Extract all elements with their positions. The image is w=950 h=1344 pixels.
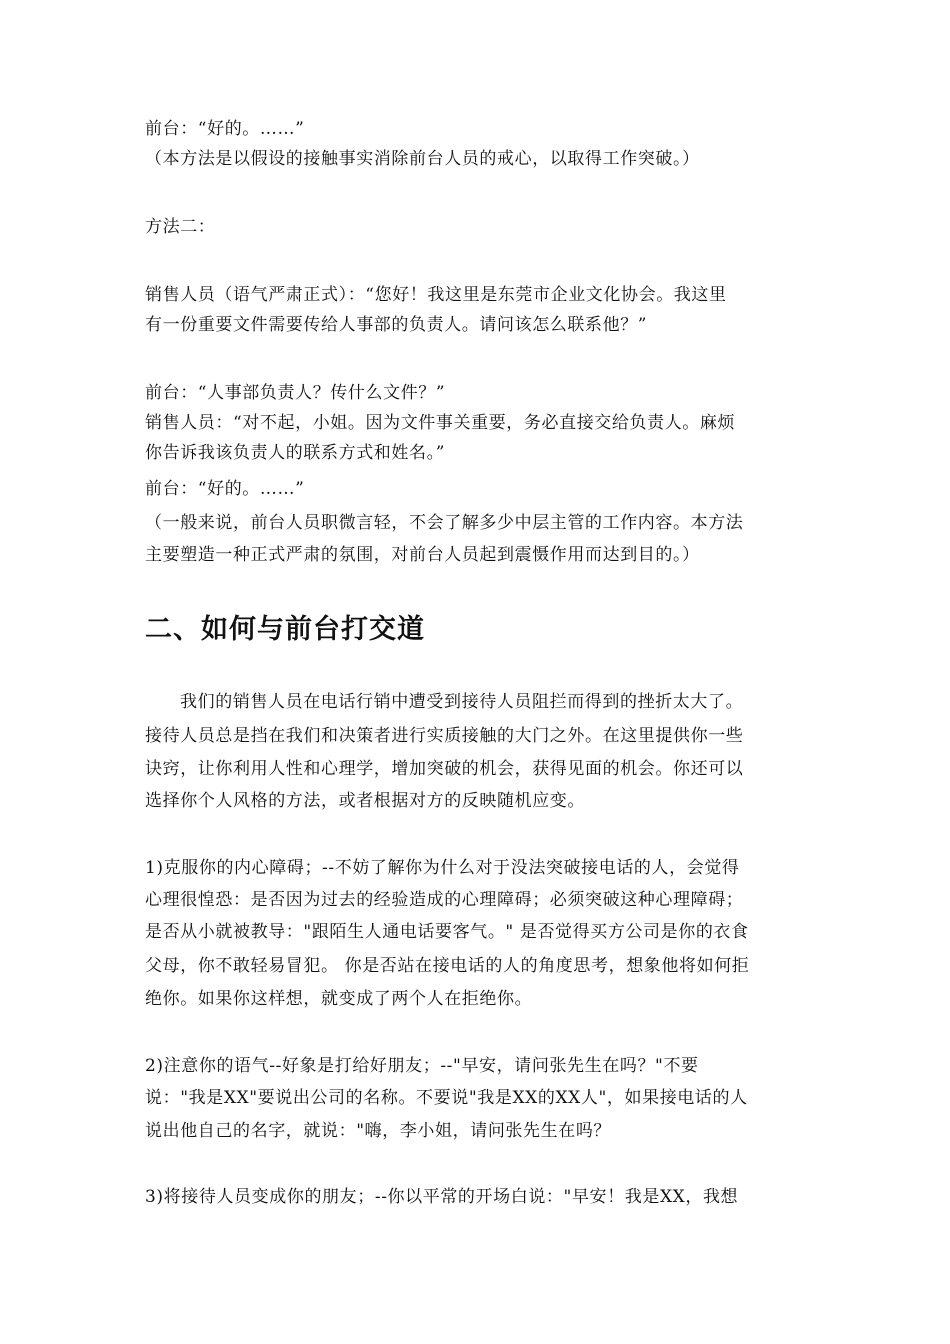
text-line: 前台：“人事部负责人？传什么文件？” (145, 383, 446, 403)
text-line: 主要塑造一种正式严肃的氛围，对前台人员起到震慑作用而达到目的。） (145, 545, 700, 565)
text-line: 2)注意你的语气--好象是打给好朋友；--"早安，请问张先生在吗？"不要 (145, 1056, 699, 1076)
text-line: 我们的销售人员在电话行销中遭受到接待人员阻拦而得到的挫折太大了。 (180, 692, 744, 712)
text-line: 说："我是XX"要说出公司的名称。不要说"我是XX的XX人"，如果接电话的人 (145, 1088, 748, 1108)
text-line: 销售人员（语气严肃正式）：“您好！我这里是东莞市企业文化协会。我这里 (145, 285, 727, 305)
text-line: 心理很惶恐：是否因为过去的经验造成的心理障碍；必须突破这种心理障碍； (145, 890, 744, 910)
text-line: 是否从小就被教导："跟陌生人通电话要客气。" 是否觉得买方公司是你的衣食 (145, 922, 749, 942)
text-line: （本方法是以假设的接触事实消除前台人员的戒心，以取得工作突破。） (145, 149, 700, 169)
text-line: 父母，你不敢轻易冒犯。 你是否站在接电话的人的角度思考，想象他将如何拒 (145, 956, 750, 976)
text-line: 前台：“好的。……” (145, 479, 305, 499)
text-line: 方法二： (145, 217, 216, 237)
text-line: 诀窍，让你利用人性和心理学，增加突破的机会，获得见面的机会。你还可以 (145, 759, 744, 779)
text-line: 接待人员总是挡在我们和决策者进行实质接触的大门之外。在这里提供你一些 (145, 726, 744, 746)
text-line: 1)克服你的内心障碍；--不妨了解你为什么对于没法突破接电话的人，会觉得 (145, 858, 740, 878)
section-heading: 二、如何与前台打交道 (145, 614, 425, 645)
text-line: 说出他自己的名字，就说："嗨，李小姐，请问张先生在吗？ (145, 1121, 612, 1141)
text-line: 前台：“好的。……” (145, 119, 305, 139)
text-line: 销售人员：“对不起，小姐。因为文件事关重要，务必直接交给负责人。麻烦 (145, 413, 736, 433)
text-line: 有一份重要文件需要传给人事部的负责人。请问该怎么联系他？” (145, 315, 648, 335)
text-line: 3)将接待人员变成你的朋友；--你以平常的开场白说："早安！我是XX，我想 (145, 1187, 739, 1207)
text-line: 选择你个人风格的方法，或者根据对方的反映随机应变。 (145, 791, 585, 811)
text-line: 你告诉我该负责人的联系方式和姓名。” (145, 443, 445, 463)
text-line: 绝你。如果你这样想，就变成了两个人在拒绝你。 (145, 989, 533, 1009)
text-line: （一般来说，前台人员职微言轻，不会了解多少中层主管的工作内容。本方法 (145, 513, 744, 533)
